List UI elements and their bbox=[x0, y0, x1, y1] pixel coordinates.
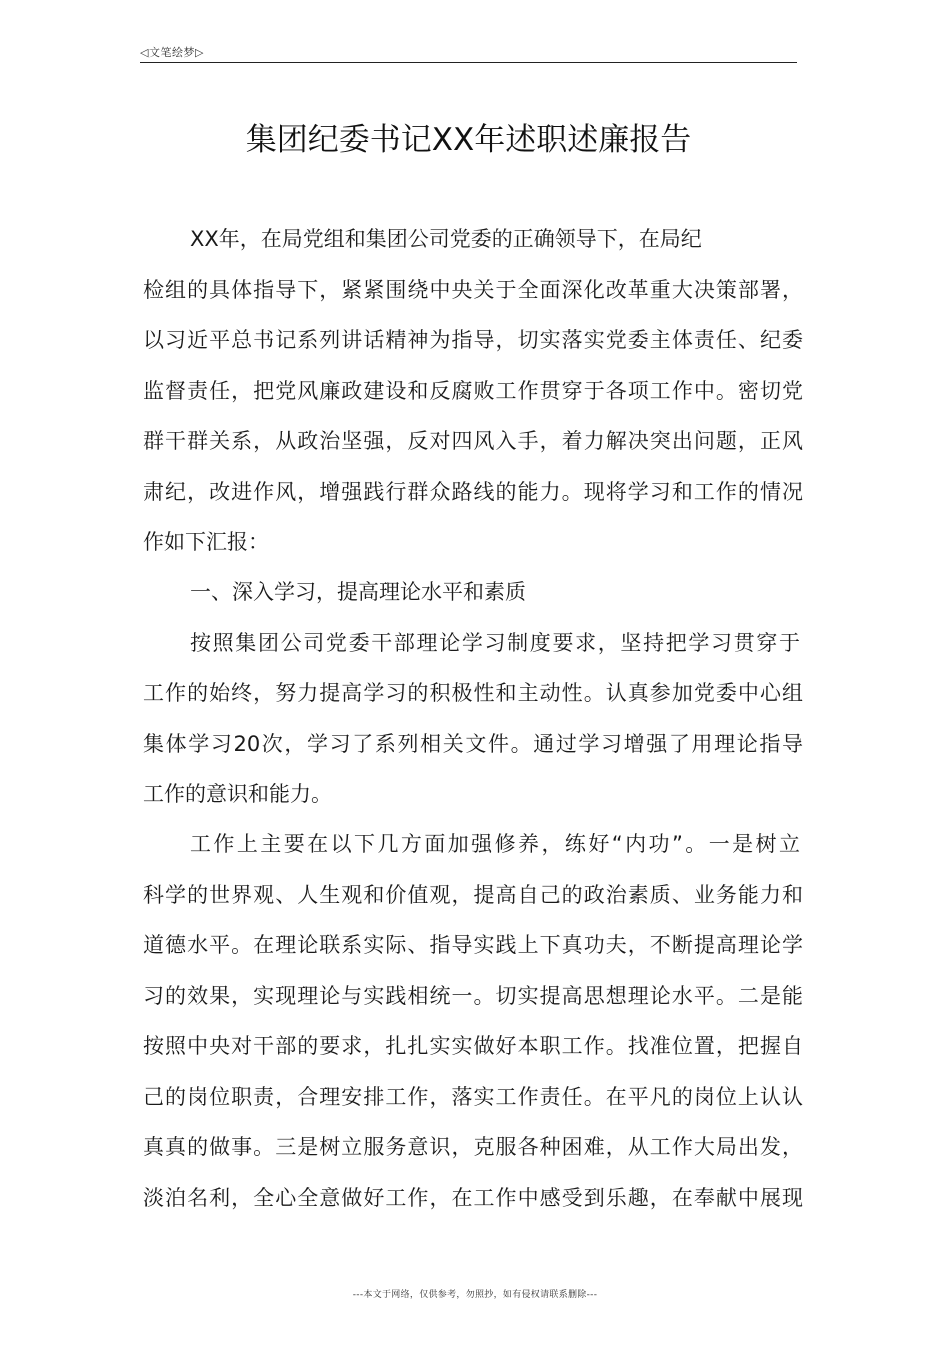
text-line: 工作的始终，努力提高学习的积极性和主动性。认真参加党委中心组 bbox=[143, 681, 803, 705]
text-line: 肃纪，改进作风，增强践行群众路线的能力。现将学习和工作的情况 bbox=[143, 480, 803, 504]
text-line: 作如下汇报： bbox=[143, 530, 269, 554]
section-heading: 一、深入学习，提高理论水平和素质 bbox=[190, 580, 526, 604]
text-line: 科学的世界观、人生观和价值观，提高自己的政治素质、业务能力和 bbox=[143, 883, 803, 907]
text-line: 习的效果，实现理论与实践相统一。切实提高思想理论水平。二是能 bbox=[143, 984, 803, 1008]
text-line: 群干群关系，从政治坚强，反对四风入手，着力解决突出问题，正风 bbox=[143, 429, 803, 453]
text-line: 监督责任，把党风廉政建设和反腐败工作贯穿于各项工作中。密切党 bbox=[143, 379, 803, 403]
text-line: 检组的具体指导下，紧紧围绕中央关于全面深化改革重大决策部署， bbox=[143, 278, 803, 302]
text-line: 按照集团公司党委干部理论学习制度要求，坚持把学习贯穿于 bbox=[190, 631, 800, 655]
text-line: 淡泊名利，全心全意做好工作，在工作中感受到乐趣，在奉献中展现 bbox=[143, 1186, 803, 1210]
text-line: 真真的做事。三是树立服务意识，克服各种困难，从工作大局出发， bbox=[143, 1135, 803, 1159]
text-line: 道德水平。在理论联系实际、指导实践上下真功夫，不断提高理论学 bbox=[143, 933, 803, 957]
footer-note: ---本文于网络，仅供参考，勿照抄，如有侵权请联系删除--- bbox=[352, 1290, 598, 1300]
text-line: 己的岗位职责，合理安排工作，落实工作责任。在平凡的岗位上认认 bbox=[143, 1085, 803, 1109]
header-rule bbox=[140, 62, 797, 63]
text-line: 工作上主要在以下几方面加强修养，练好“内功”。一是树立 bbox=[190, 832, 800, 856]
text-line: 以习近平总书记系列讲话精神为指导，切实落实党委主体责任、纪委 bbox=[143, 328, 803, 352]
text-line: 工作的意识和能力。 bbox=[143, 782, 332, 806]
text-line: XX年，在局党组和集团公司党委的正确领导下，在局纪 bbox=[190, 227, 702, 251]
text-line: 按照中央对干部的要求，扎扎实实做好本职工作。找准位置，把握自 bbox=[143, 1034, 803, 1058]
header-mark: ◁文笔绘梦▷ bbox=[140, 46, 204, 59]
text-line: 集体学习20次，学习了系列相关文件。通过学习增强了用理论指导 bbox=[143, 732, 803, 756]
document-title: 集团纪委书记XX年述职述廉报告 bbox=[245, 122, 692, 158]
